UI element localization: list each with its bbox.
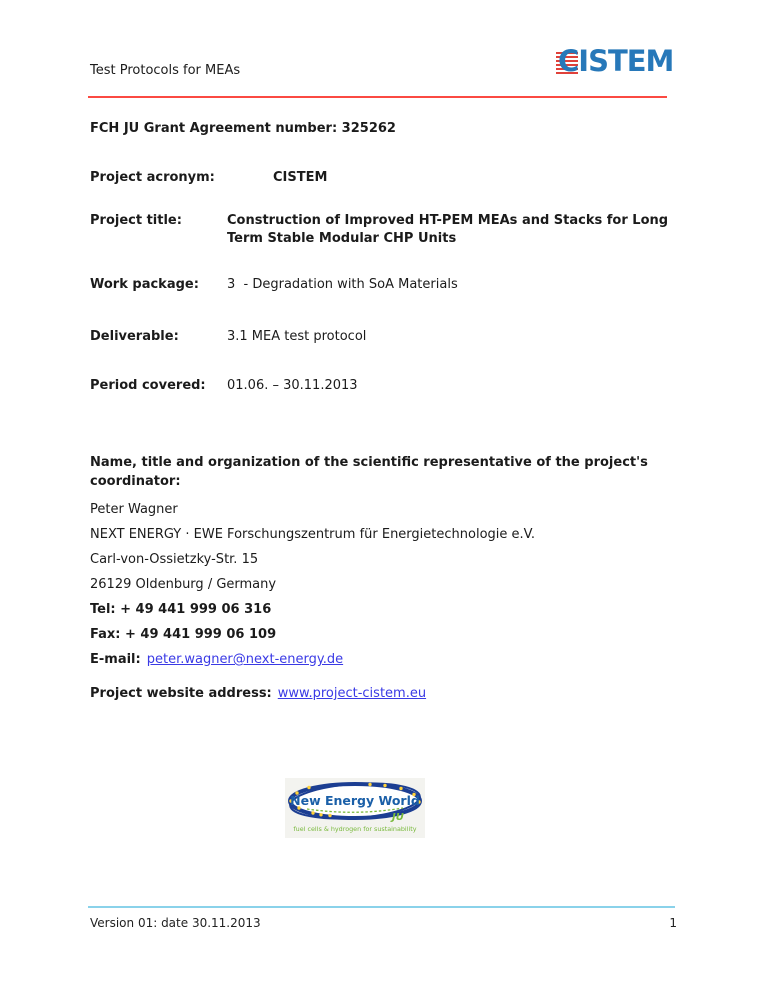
field-label: Project title: [90,213,182,228]
field-value: 3 - Degradation with SoA Materials [227,277,458,292]
page-header-title: Test Protocols for MEAs [90,63,241,78]
email-label: E-mail: [90,652,141,667]
field-row-period-covered [90,377,358,395]
project-website-row [90,681,426,706]
field-value: 01.06. – 30.11.2013 [227,378,358,393]
field-row-project-title [90,212,682,248]
field-row-project-acronym [90,169,327,187]
coordinator-fax: Fax: + 49 441 999 06 109 [90,627,277,642]
coordinator-street: Carl-von-Ossietzky-Str. 15 [90,552,259,567]
field-label: Project acronym: [90,170,215,185]
website-link[interactable]: www.project-cistem.eu [277,686,427,701]
new-energy-world-logo [285,778,425,838]
cistem-logo-text: CISTEM [558,44,674,78]
new-energy-world-logo-icon [285,778,425,838]
field-label: Period covered: [90,378,206,393]
coordinator-block [90,497,680,672]
coordinator-tel: Tel: + 49 441 999 06 316 [90,602,272,617]
coordinator-name: Peter Wagner [90,502,178,517]
website-label: Project website address: [90,686,272,701]
footer [90,916,677,930]
footer-page-number: 1 [669,916,677,930]
coordinator-heading: Name, title and organization of the scientific representative of the project's coordinator: [90,455,648,489]
header-divider-line [88,96,667,98]
field-value: CISTEM [273,170,328,185]
new-energy-world-tagline: fuel cells & hydrogen for sustainability [293,825,417,833]
field-row-deliverable [90,328,366,346]
footer-version-text: Version 01: date 30.11.2013 [90,916,261,930]
coordinator-organization: NEXT ENERGY · EWE Forschungszentrum für Energietechnologie e.V. [90,527,536,542]
new-energy-world-ju: JU [392,812,404,823]
coordinator-city: 26129 Oldenburg / Germany [90,577,277,592]
grant-agreement-line: FCH JU Grant Agreement number: 325262 [90,121,396,136]
new-energy-world-title: New Energy World [290,793,420,808]
field-value: 3.1 MEA test protocol [227,329,367,344]
cistem-logo [556,46,702,80]
field-value: Construction of Improved HT-PEM MEAs and Stacks for Long Term Stable Modular CHP Units [227,213,673,246]
footer-divider-line [88,906,675,908]
field-row-work-package [90,276,458,294]
email-link[interactable]: peter.wagner@next-energy.de [146,652,344,667]
coordinator-email-row [90,647,680,672]
field-label: Deliverable: [90,329,179,344]
field-label: Work package: [90,277,199,292]
